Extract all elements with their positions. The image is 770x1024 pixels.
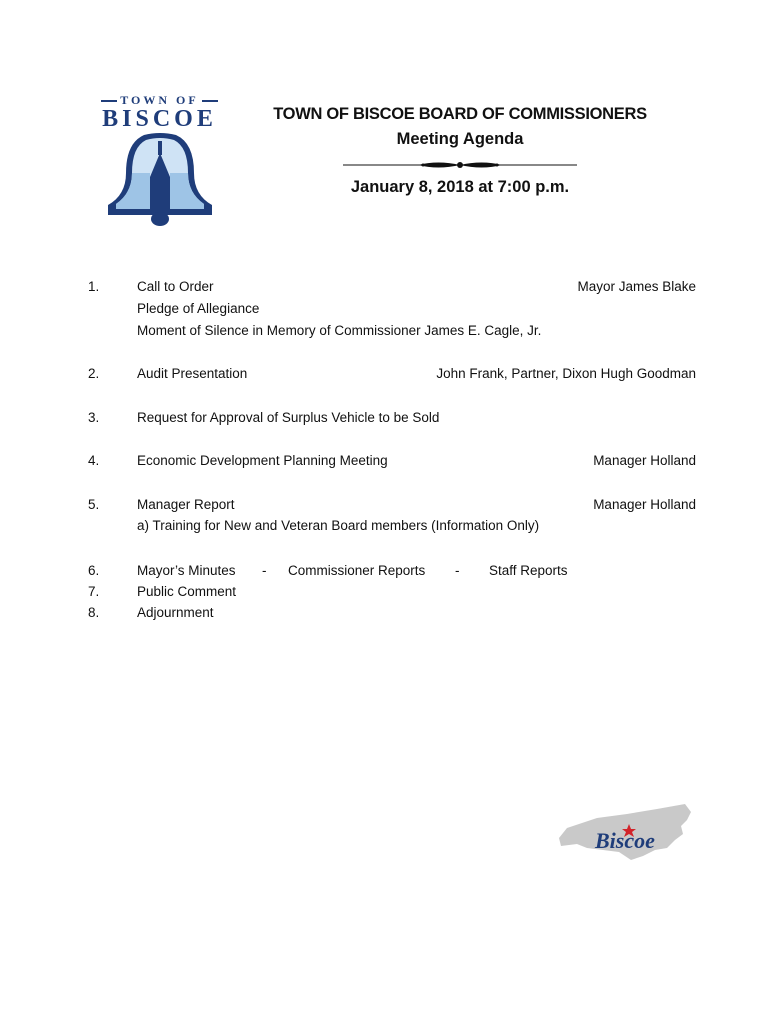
item-presenter: John Frank, Partner, Dixon Hugh Goodman [436, 366, 696, 381]
item-label-staff-reports: Staff Reports [489, 563, 568, 578]
item-label: Audit Presentation [137, 366, 248, 381]
item-presenter: Mayor James Blake [577, 279, 696, 294]
item-separator: - [455, 563, 460, 578]
item-subline: a) Training for New and Veteran Board members (Information Only) [137, 518, 540, 533]
page-title: TOWN OF BISCOE BOARD OF COMMISSIONERS [273, 105, 647, 123]
item-label: Public Comment [137, 584, 237, 599]
item-number: 5. [88, 497, 100, 512]
agenda-item-8 [0, 603, 770, 623]
page-subtitle: Meeting Agenda [396, 130, 524, 148]
nc-map-logo [557, 804, 693, 862]
item-label: Adjournment [137, 605, 214, 620]
item-presenter: Manager Holland [593, 453, 696, 468]
item-label: Request for Approval of Surplus Vehicle to be Sold [137, 410, 440, 425]
agenda-item-5 [0, 495, 770, 515]
item-label: Call to Order [137, 279, 214, 294]
agenda-item-4 [0, 451, 770, 471]
agenda-item-2 [0, 364, 770, 384]
item-number: 2. [88, 366, 100, 381]
item-label: Economic Development Planning Meeting [137, 453, 388, 468]
item-separator: - [262, 563, 267, 578]
agenda-item-3 [0, 408, 770, 428]
item-number: 4. [88, 453, 100, 468]
item-number: 8. [88, 605, 100, 620]
item-number: 1. [88, 279, 100, 294]
agenda-item-5-sub [0, 516, 770, 536]
item-number: 3. [88, 410, 100, 425]
item-subline: Pledge of Allegiance [137, 301, 260, 316]
agenda-item-1-line-3 [0, 321, 770, 341]
agenda-item-1 [0, 277, 770, 297]
item-subline: Moment of Silence in Memory of Commissioner James E. Cagle, Jr. [137, 323, 542, 338]
map-logo-text: Biscoe [595, 828, 655, 853]
item-number: 6. [88, 563, 100, 578]
item-presenter: Manager Holland [593, 497, 696, 512]
item-label-commissioner-reports: Commissioner Reports [288, 563, 426, 578]
agenda-item-7 [0, 582, 770, 602]
meeting-date: January 8, 2018 at 7:00 p.m. [350, 178, 570, 196]
item-label-mayors-minutes: Mayor’s Minutes [137, 563, 236, 578]
logo-biscoe-text: BISCOE [102, 106, 217, 132]
agenda-item-6 [0, 561, 770, 581]
item-number: 7. [88, 584, 100, 599]
item-label: Manager Report [137, 497, 235, 512]
logo-town-of-text: TOWN OF [92, 93, 227, 108]
agenda-item-1-line-2 [0, 299, 770, 319]
